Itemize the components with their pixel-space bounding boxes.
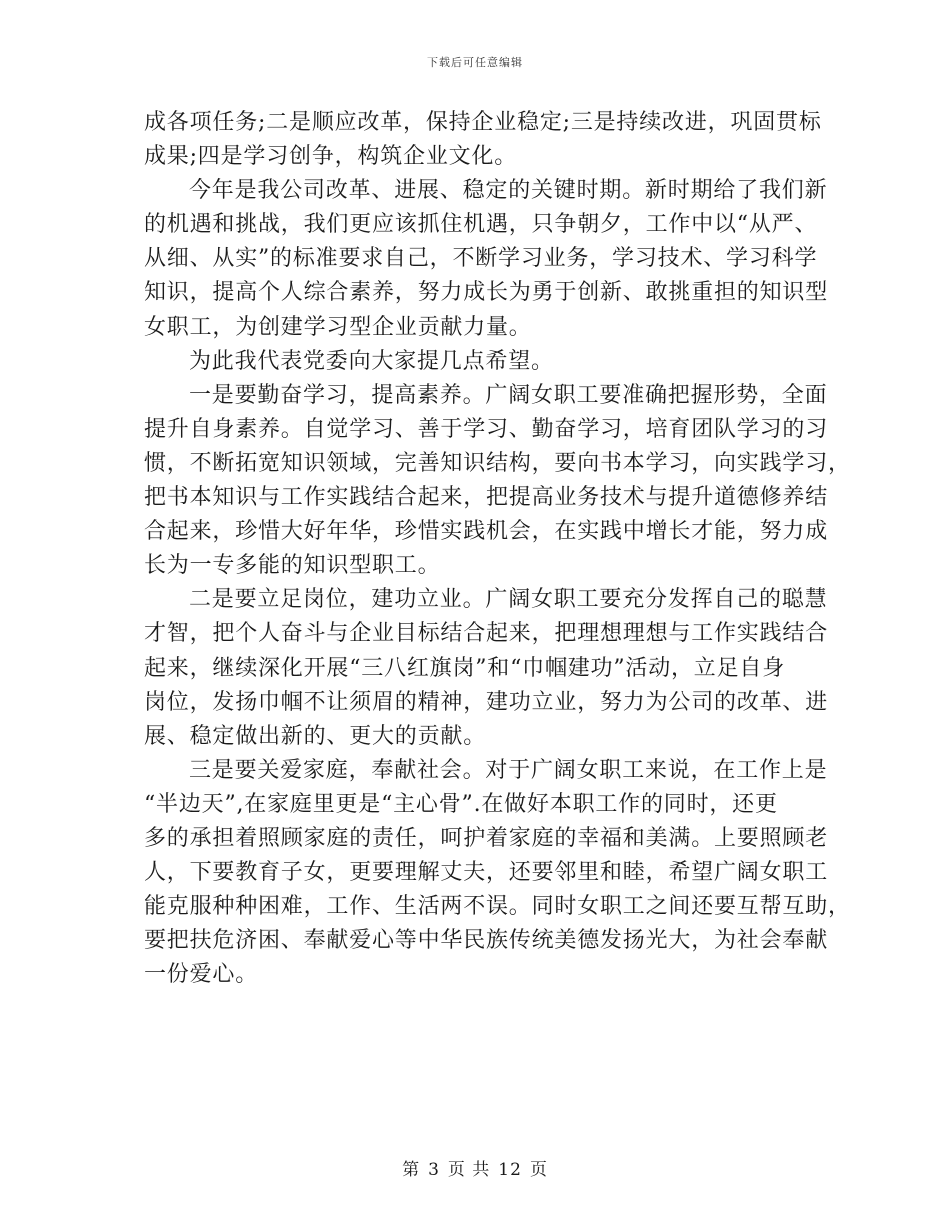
footer-middle: 页 共 [447,1160,491,1180]
footer-prefix: 第 [402,1160,421,1180]
page-footer [0,1155,950,1180]
text-line: 今年是我公司改革、进展、稳定的关键时期。新时期给了我们新 [189,178,828,204]
header-note: 下载后可任意编辑 [427,56,523,69]
document-body [144,106,851,992]
text-line: “半边天”,在家庭里更是“主心骨”.在做好本职工作的同时，还更 [144,791,778,817]
text-line: 岗位，发扬巾帼不让须眉的精神，建功立业，努力为公司的改革、进 [144,689,829,715]
text-line: 起来，继续深化开展“三八红旗岗”和“巾帼建功”活动，立足自身 [144,655,785,681]
text-line: 展、稳定做出新的、更大的贡献。 [144,723,487,749]
text-line: 从细、从实”的标准要求自己，不断学习业务，学习技术、学习科学 [144,246,818,272]
text-line: 合起来，珍惜大好年华，珍惜实践机会，在实践中增长才能，努力成 [144,519,829,545]
paragraph [144,754,851,993]
text-line: 人，下要教育子女，更要理解丈夫，还要邻里和睦，希望广阔女职工 [144,860,829,886]
text-line: 三是要关爱家庭，奉献社会。对于广阔女职工来说，在工作上是 [189,757,828,783]
paragraph [144,583,829,753]
text-line: 为此我代表党委向大家提几点希望。 [189,348,554,374]
paragraph [144,345,809,379]
text-line: 要把扶危济困、奉献爱心等中华民族传统美德发扬光大，为社会奉献 [144,928,829,954]
text-line: 女职工，为创建学习型企业贡献力量。 [144,314,532,340]
text-line: 知识，提高个人综合素养，努力成长为勇于创新、敢挑重担的知识型 [144,280,829,306]
footer-suffix: 页 [529,1160,548,1180]
text-line: 把书本知识与工作实践结合起来，把提高业务技术与提升道德修养结 [144,485,829,511]
text-line: 成果;四是学习创争，构筑企业文化。 [144,144,518,170]
current-page-number: 3 [428,1160,440,1180]
text-line: 长为一专多能的知识型职工。 [144,553,441,579]
text-line: 提升自身素养。自觉学习、善于学习、勤奋学习，培育团队学习的习 [144,416,829,442]
paragraph [144,379,851,584]
text-line: 惯，不断拓宽知识领域，完善知识结构，要向书本学习，向实践学习， [144,450,851,476]
text-line: 能克服种种困难，工作、生活两不误。同时女职工之间还要互帮互助， [144,894,851,920]
text-line: 的机遇和挑战，我们更应该抓住机遇，只争朝夕，工作中以“从严、 [144,212,818,238]
text-line: 成各项任务;二是顺应改革，保持企业稳定;三是持续改进，巩固贯标 [144,110,822,135]
paragraph [144,106,822,174]
page-header [0,54,950,70]
text-line: 二是要立足岗位，建功立业。广阔女职工要充分发挥自己的聪慧 [189,587,828,613]
paragraph [144,174,829,344]
text-line: 一是要勤奋学习，提高素养。广阔女职工要准确把握形势，全面 [189,382,828,408]
text-line: 才智，把个人奋斗与企业目标结合起来，把理想理想与工作实践结合 [144,621,829,647]
total-pages-number: 12 [498,1160,522,1180]
text-line: 一份爱心。 [144,962,259,988]
text-line: 多的承担着照顾家庭的责任，呵护着家庭的幸福和美满。上要照顾老 [144,825,829,851]
